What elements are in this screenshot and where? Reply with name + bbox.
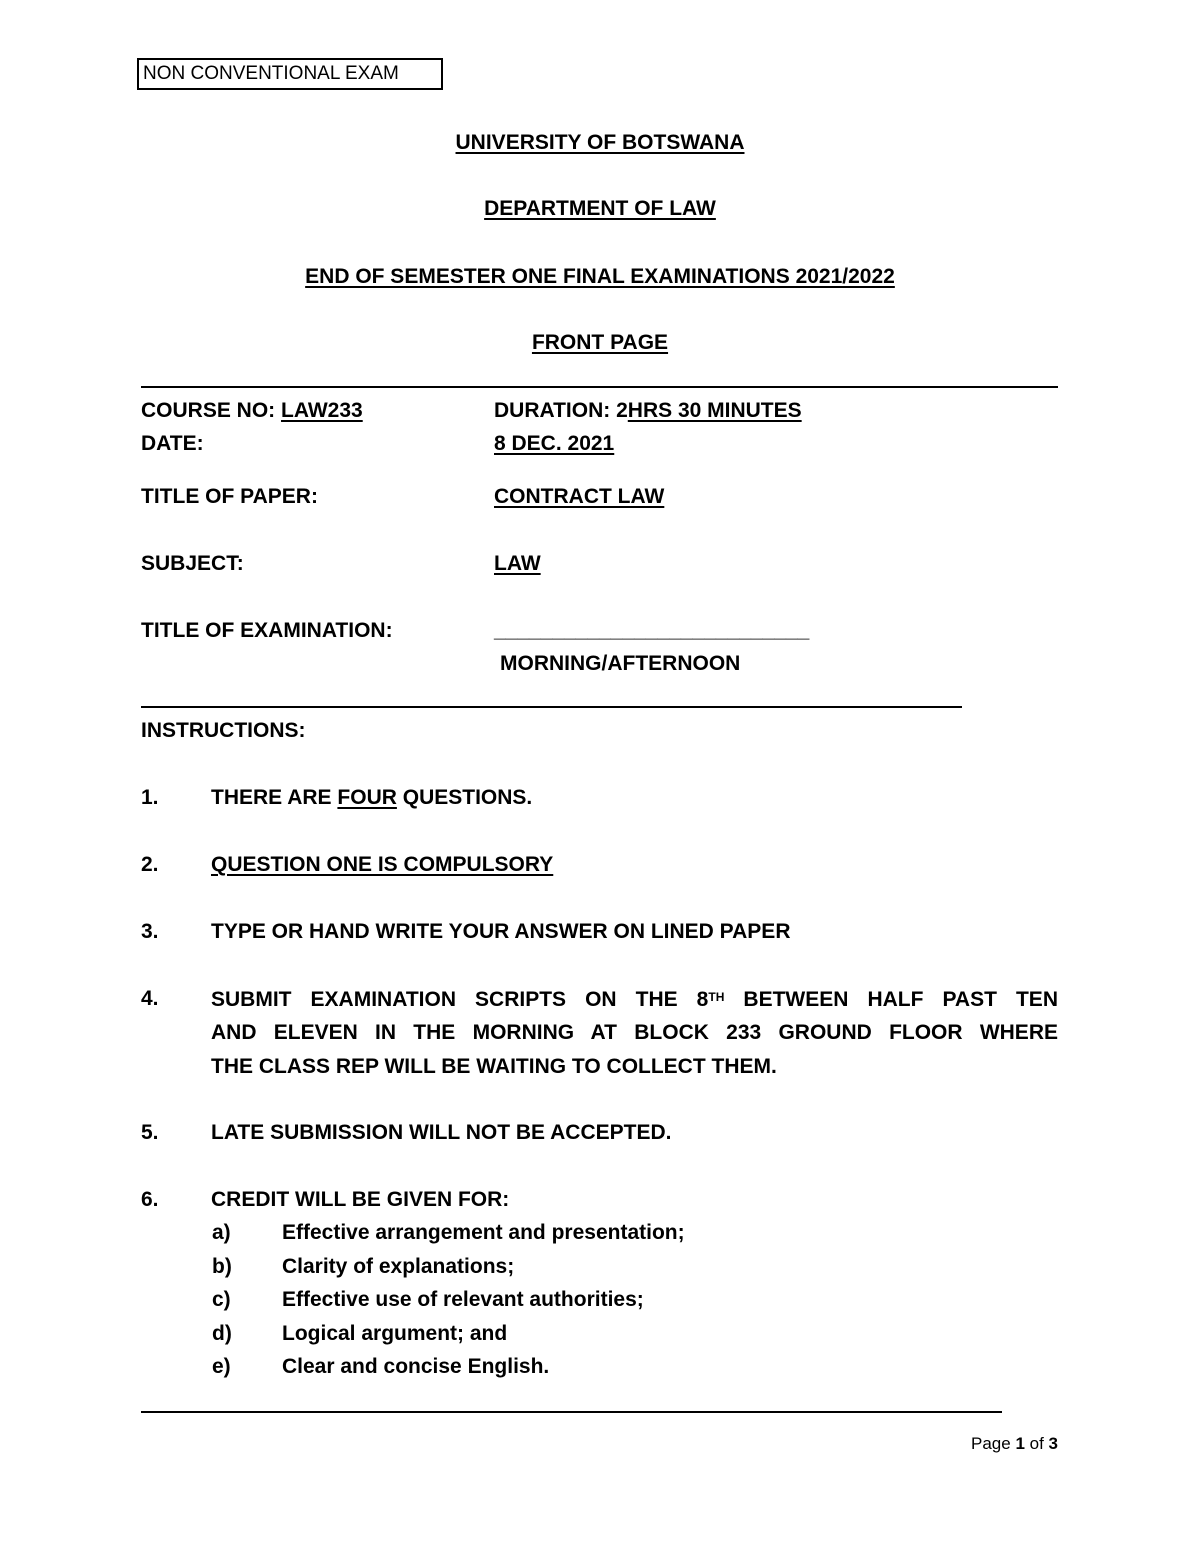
page-word: Page	[971, 1434, 1016, 1453]
front-page-title: FRONT PAGE	[531, 331, 669, 354]
footer-divider	[141, 1411, 1002, 1413]
header-divider	[141, 386, 1058, 388]
session-value: MORNING/AFTERNOON	[500, 652, 741, 675]
subject-value: LAW	[494, 552, 541, 575]
instruction-1	[211, 786, 532, 810]
duration-row	[494, 399, 802, 423]
instruction-number: 6.	[141, 1188, 159, 1211]
instruction-1-post: QUESTIONS.	[396, 786, 533, 809]
duration-label: DURATION: 2	[494, 399, 628, 422]
instruction-1-pre: THERE ARE	[211, 786, 338, 809]
instruction-4-line-3: THE CLASS REP WILL BE WAITING TO COLLECT THEM.	[211, 1055, 777, 1078]
course-row	[141, 399, 363, 423]
credit-letter: c)	[212, 1288, 231, 1311]
department-title: DEPARTMENT OF LAW	[484, 197, 716, 220]
paper-title-value: CONTRACT LAW	[494, 485, 665, 508]
instructions-heading: INSTRUCTIONS:	[141, 719, 306, 742]
instruction-3: TYPE OR HAND WRITE YOUR ANSWER ON LINED PAPER	[211, 920, 791, 943]
instruction-4-line-1-pre: SUBMIT EXAMINATION SCRIPTS ON THE 8	[211, 988, 709, 1011]
instruction-5: LATE SUBMISSION WILL NOT BE ACCEPTED.	[211, 1121, 672, 1144]
instruction-number: 3.	[141, 920, 159, 943]
exam-type-stamp: NON CONVENTIONAL EXAM	[137, 58, 443, 90]
instruction-1-emphasis: FOUR	[337, 786, 397, 809]
paper-title-label: TITLE OF PAPER:	[141, 485, 318, 508]
instruction-2: QUESTION ONE IS COMPULSORY	[211, 853, 554, 876]
credit-letter: e)	[212, 1355, 231, 1378]
credit-letter: a)	[212, 1221, 231, 1244]
date-value: 8 DEC. 2021	[494, 432, 615, 455]
credit-item: Clear and concise English.	[282, 1355, 550, 1378]
exam-title-label: TITLE OF EXAMINATION:	[141, 619, 393, 642]
exam-title: END OF SEMESTER ONE FINAL EXAMINATIONS 2021/2022	[305, 265, 895, 288]
university-title: UNIVERSITY OF BOTSWANA	[455, 131, 745, 154]
page-current: 1	[1015, 1434, 1025, 1453]
of-word: of	[1024, 1434, 1049, 1453]
instruction-number: 2.	[141, 853, 159, 876]
credit-item: Effective use of relevant authorities;	[282, 1288, 644, 1311]
instruction-4-line-1	[211, 983, 1058, 1016]
duration-value: HRS 30 MINUTES	[627, 399, 802, 422]
credit-item: Effective arrangement and presentation;	[282, 1221, 685, 1244]
instruction-6: CREDIT WILL BE GIVEN FOR:	[211, 1188, 510, 1211]
date-label: DATE:	[141, 432, 204, 455]
ordinal-suffix: TH	[708, 990, 725, 1004]
page-total: 3	[1048, 1434, 1058, 1453]
instruction-4-line-1-post: BETWEEN HALF PAST TEN	[724, 988, 1058, 1011]
instruction-4-line-2: AND ELEVEN IN THE MORNING AT BLOCK 233 GROUND FLOOR WHERE	[211, 1021, 1058, 1044]
instruction-number: 1.	[141, 786, 159, 809]
instruction-number: 5.	[141, 1121, 159, 1144]
course-label: COURSE NO:	[141, 399, 282, 422]
exam-title-blank: ___________________________	[494, 619, 810, 642]
subject-label: SUBJECT:	[141, 552, 244, 575]
credit-item: Clarity of explanations;	[282, 1255, 515, 1278]
instruction-number: 4.	[141, 987, 159, 1010]
credit-letter: d)	[212, 1322, 232, 1345]
course-value: LAW233	[281, 399, 363, 422]
details-divider	[141, 706, 962, 708]
page-number	[971, 1434, 1058, 1454]
credit-letter: b)	[212, 1255, 232, 1278]
credit-item: Logical argument; and	[282, 1322, 508, 1345]
